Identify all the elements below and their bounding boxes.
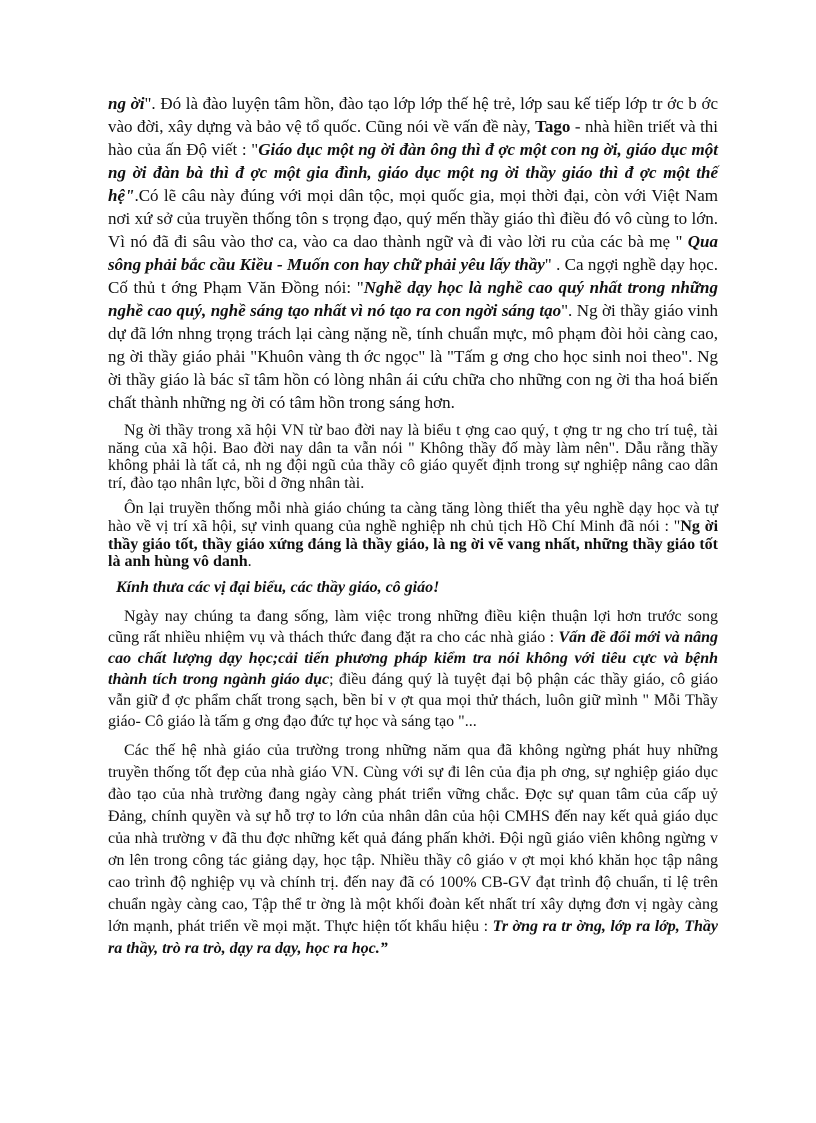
salutation: Kính thưa các vị đại biểu, các thầy giáo, cô giáo! [116, 578, 440, 596]
text-run: - nhà hiền triết và thi hào của ấn Độ viết : " [108, 117, 719, 159]
text-run: Tago [535, 117, 571, 136]
paragraph-4 [108, 606, 718, 732]
text-run: Giáo dục một ng ời đàn ông thì đ ợc một con ng ời, giáo dục một ng ời đàn bà thì đ ợc một gia đình, giáo dục một ng ời thầy giáo thì đ ợc một thế hệ" [108, 140, 718, 205]
text-run: ng ời [108, 94, 145, 113]
text-run: . [247, 553, 252, 571]
text-run: Vấn đề đổi mới và nâng cao chất lượng dạy học;cải tiến phương pháp kiểm tra nói không với tiêu cực và bệnh thành tích trong ngành giáo dục [108, 629, 719, 689]
text-run: " . Ca ngợi nghề dạy học. Cố thủ t ớng Phạm Văn Đồng nói: " [108, 255, 718, 297]
text-run: Ngày nay chúng ta đang sống, làm việc trong những điều kiện thuận lợi hơn trước song cũng rất nhiều nhiệm vụ và thách thức đang đặt ra cho các nhà giáo : [108, 608, 718, 647]
text-run: Qua sông phải bắc cầu Kiều - Muốn con hay chữ phải yêu lấy thầy [108, 232, 718, 274]
text-run: .Có lẽ câu này đúng với mọi dân tộc, mọi quốc gia, mọi thời đại, còn với Việt Nam nơi xứ sở của truyền thống tôn s trọng đạo, quý mến thầy giáo thì điều đó vô cùng to lớn. Vì nó đã đi sâu vào thơ ca, vào ca dao thành ngữ và đi vào lời ru của các bà mẹ " [108, 186, 718, 251]
document-page [108, 92, 718, 968]
paragraph-1 [108, 92, 718, 414]
paragraph-3 [108, 500, 718, 570]
text-run: Ng ời thầy giáo tốt, thầy giáo xứng đáng là thầy giáo, là ng ời vẽ vang nhất, những thầy giáo tốt là anh hùng vô danh [108, 517, 719, 571]
text-run: Tr ờng ra tr ờng, lớp ra lớp, Thầy ra thầy, trò ra trò, dạy ra dạy, học ra học.” [108, 918, 719, 958]
text-run: ". Đó là đào luyện tâm hồn, đào tạo lớp lớp thế hệ trẻ, lớp sau kế tiếp lớp tr ớc b ớc vào đời, xây dựng và bảo vệ tổ quốc. Cũng nói về vấn đề này, [108, 94, 718, 136]
text-run: Các thế hệ nhà giáo của trường trong những năm qua đã không ngừng phát huy những truyền thống tốt đẹp của nhà giáo VN. Cùng với sự đi lên của địa ph ơng, sự nghiệp giáo dục đào tạo của nhà trường đang ngày càng phát triển vững chắc. Đợc sự quan tâm của cấp uỷ Đảng, chính quyền và sự hỗ trợ to lớn của nhân dân của hội CMHS đến nay kết quả giáo dục của nhà trường v đã thu đợc những kết quả đáng phấn khởi. Đội ngũ giáo viên không ngừng v ơn lên trong công tác giảng dạy, học tập. Nhiều thầy cô giáo v ợt mọi khó khăn học tập nâng cao trình độ nghiệp vụ và chính trị. đến nay đã có 100% CB-GV đạt trình độ chuẩn, tỉ lệ trên chuẩn ngày càng cao, Tập thể tr ờng là một khối đoàn kết nhất trí xây dựng đơn vị ngày càng lớn mạnh, phát triển về mọi mặt. Thực hiện tốt khẩu hiệu : [108, 742, 718, 936]
text-run: Nghề dạy học là nghề cao quý nhất trong những nghề cao quý, nghề sáng tạo nhất vì nó tạo ra con ngời sáng tạo [108, 278, 718, 320]
paragraph-2: Ng ời thầy trong xã hội VN từ bao đời nay là biểu t ợng cao quý, t ợng tr ng cho trí tuệ, tài năng của xã hội. Bao đời nay dân ta vẫn nói " Không thầy đố mày làm nên". Dẫu rằng thầy không phải là tất cả, nh ng đội ngũ của thầy cô giáo quyết định trong sự nghiệp nâng cao dân trí, đào tạo nhân lực, bồi d ỡng nhân tài. [108, 422, 718, 492]
paragraph-5 [108, 740, 718, 960]
text-run: ". Ng ời thầy giáo vinh dự đã lớn nhng trọng trách lại càng nặng nề, tính chuẩn mực, mô phạm đòi hỏi càng cao, ng ời thầy giáo phải "Khuôn vàng th ớc ngọc" là "Tấm g ơng cho học sinh noi theo". Ng ời thầy giáo là bác sĩ tâm hồn có lòng nhân ái cứu chữa cho những con ng ời tha hoá biến chất thành những ng ời có tâm hồn trong sáng hơn. [108, 301, 718, 412]
text-run: ; điều đáng quý là tuyệt đại bộ phận các thầy giáo, cô giáo vẫn giữ đ ợc phẩm chất trong sạch, bền bỉ v ợt qua mọi thử thách, luôn giữ mình " Mỗi Thầy giáo- Cô giáo là tấm g ơng đạo đức tự học và sáng tạo "... [108, 671, 718, 731]
text-run: Ôn lại truyền thống mỗi nhà giáo chúng ta càng tăng lòng thiết tha yêu nghề dạy học và tự hào về vị trí xã hội, sự vinh quang của nghề nghiệp nh chủ tịch Hồ Chí Minh đã nói : " [108, 500, 718, 535]
